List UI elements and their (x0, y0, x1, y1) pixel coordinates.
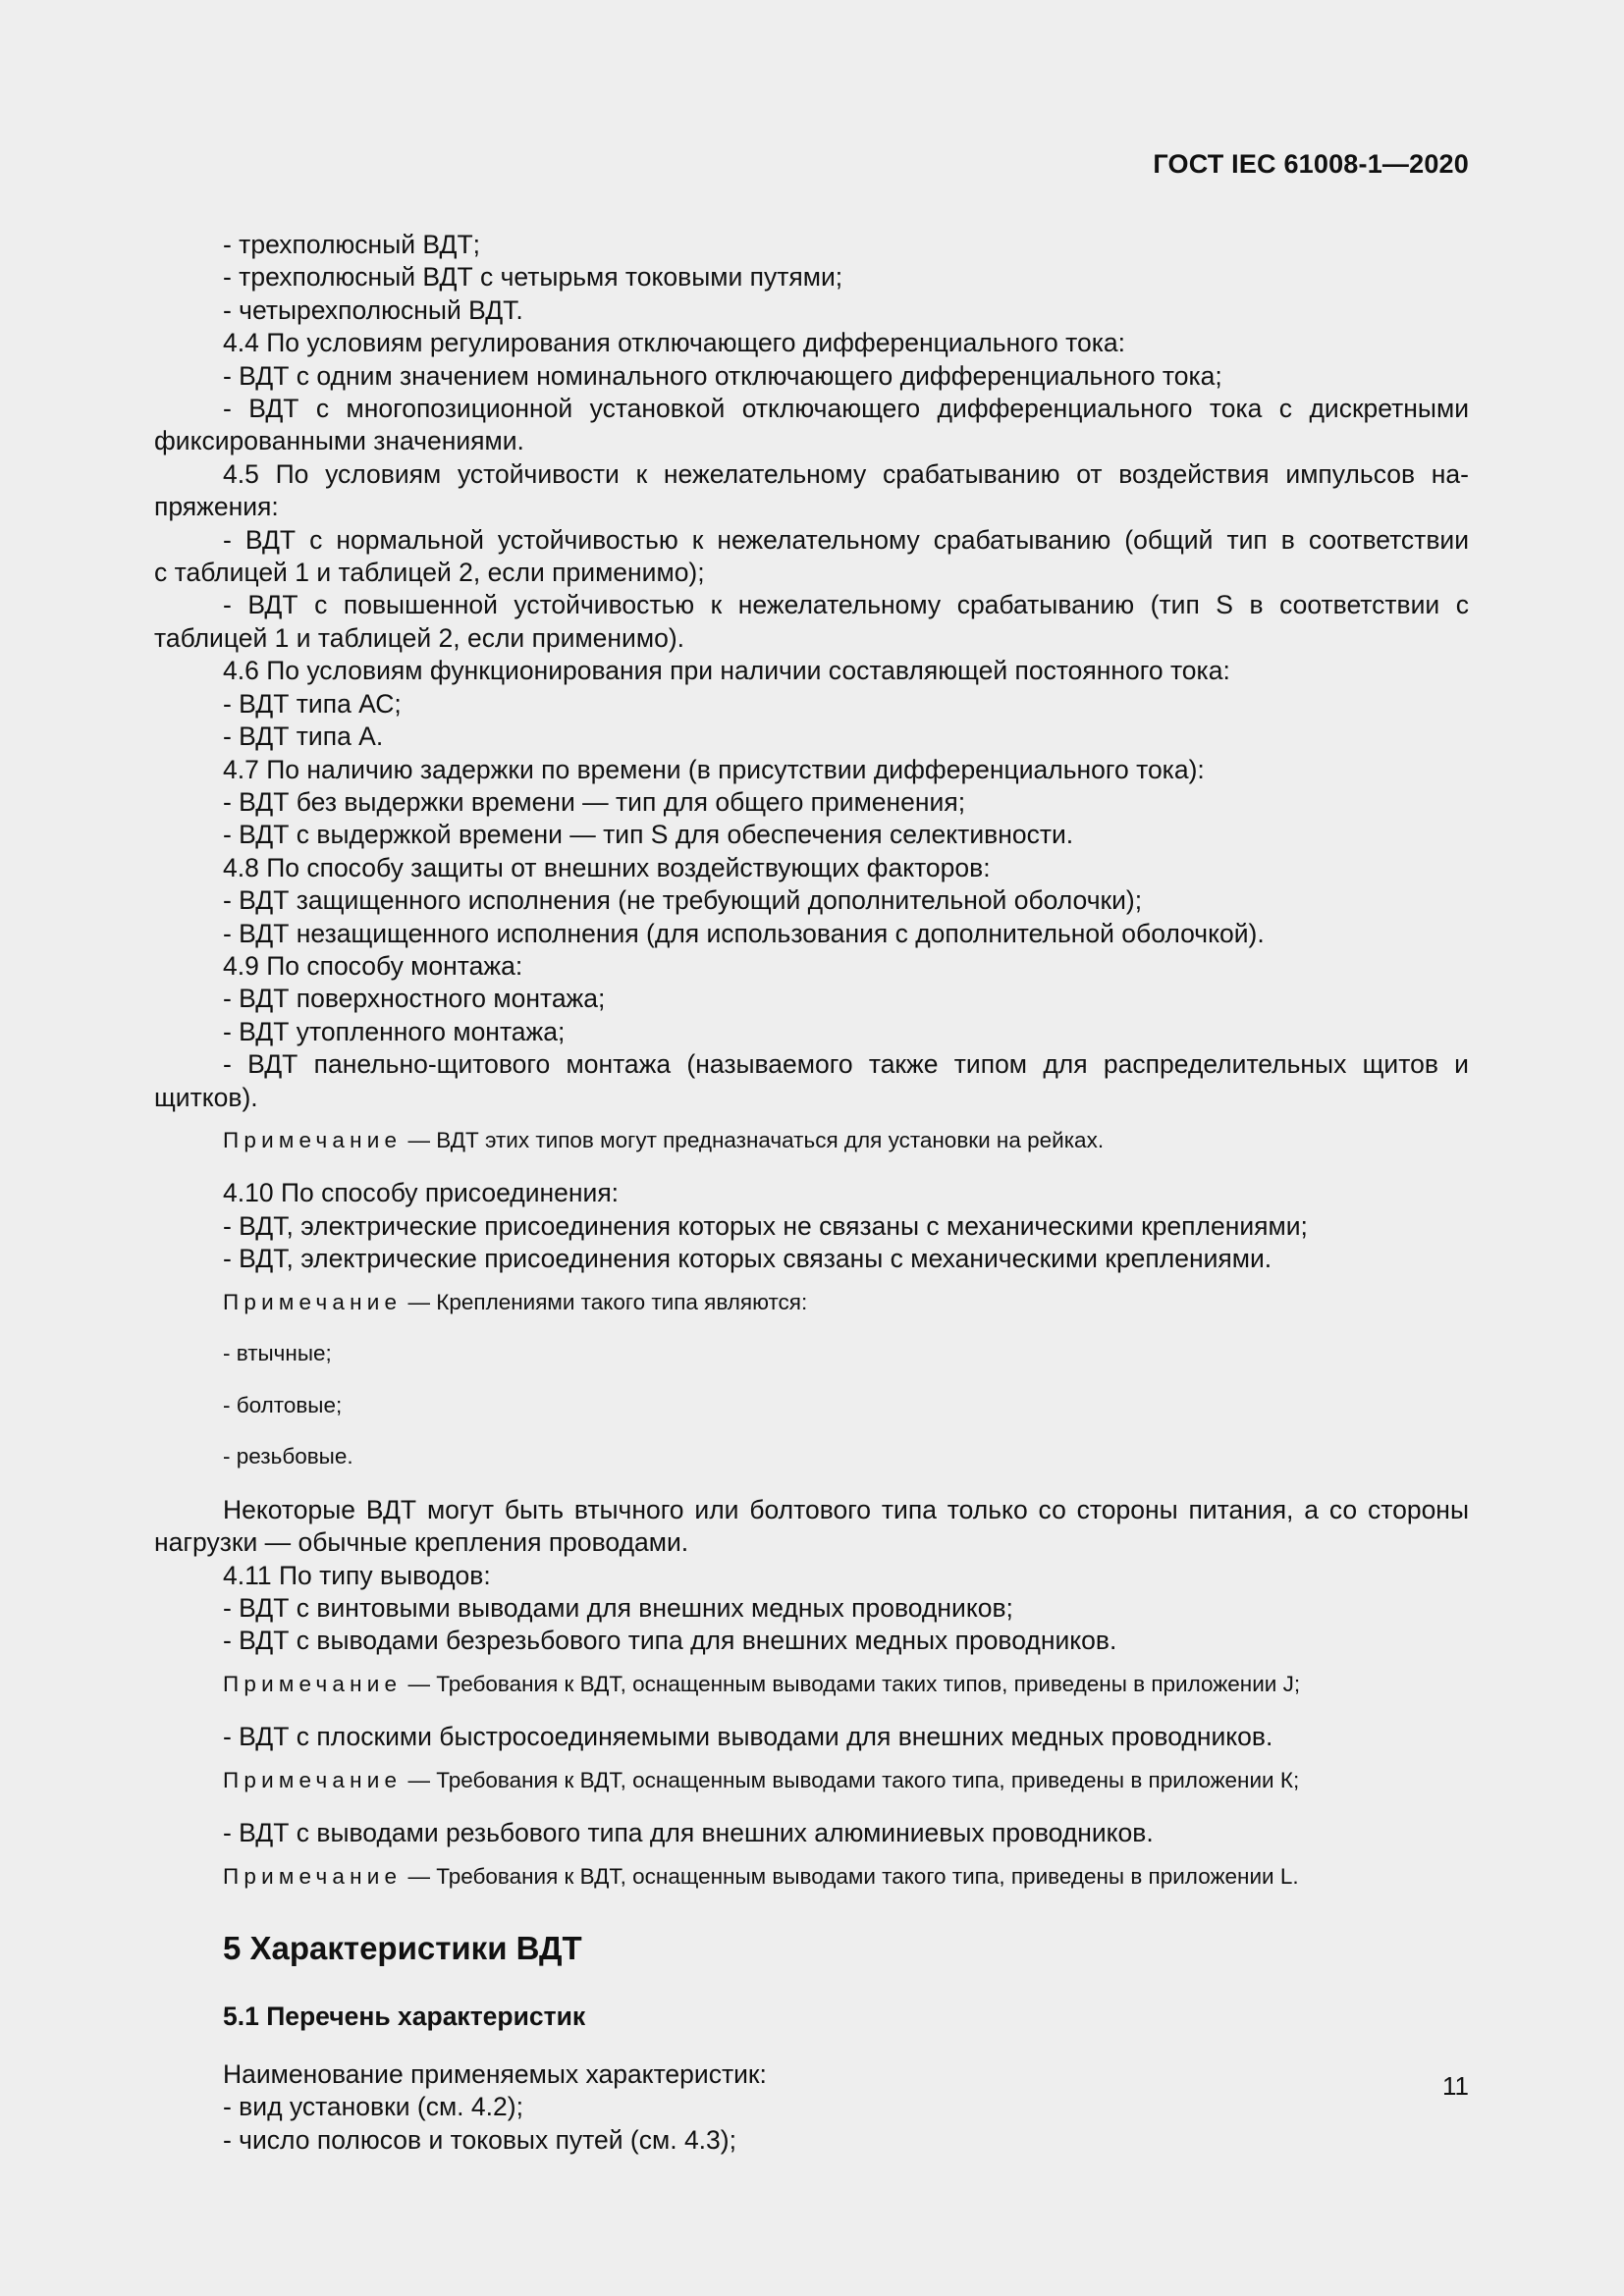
list-item: - трехполюсный ВДТ с четырьмя токовыми путями; (223, 262, 843, 293)
list-item: - ВДТ с повышенной устойчивостью к нежелательному срабатыванию (тип S в соответствии с (223, 590, 1469, 620)
note-text: Требования к ВДТ, оснащенным выводами таких типов, приведены в приложении J; (436, 1671, 1301, 1696)
note-text: Требования к ВДТ, оснащенным выводами такого типа, приведены в приложении К; (436, 1767, 1300, 1792)
note-label: Примечание (223, 1671, 403, 1696)
list-item: - трехполюсный ВДТ; (223, 230, 480, 259)
paragraph-continuation: нагрузки — обычные крепления проводами. (154, 1527, 689, 1558)
list-item: - ВДТ типа А. (223, 721, 384, 752)
note-label: Примечание (223, 1127, 403, 1152)
note-list-item: - резьбовые. (223, 1444, 353, 1469)
list-item: - ВДТ с одним значением номинального отключающего дифференциального тока; (223, 360, 1222, 391)
note-dash: — (402, 1671, 437, 1696)
list-item-continuation: фиксированными значениями. (154, 426, 524, 456)
note-label: Примечание (223, 1767, 403, 1792)
note-label: Примечание (223, 1863, 403, 1889)
list-item: - ВДТ с выдержкой времени — тип S для обеспечения селективности. (223, 820, 1074, 850)
list-item: - ВДТ утопленного монтажа; (223, 1016, 566, 1046)
section-title: 5 Характеристики ВДТ (223, 1929, 582, 1966)
document-header: ГОСТ IEC 61008-1—2020 (1153, 149, 1469, 179)
list-item-continuation: с таблицей 1 и таблицей 2, если применимо); (154, 558, 705, 588)
page-number: 11 (1442, 2071, 1469, 2101)
clause-4-8: 4.8 По способу защиты от внешних воздействующих факторов: (223, 852, 991, 882)
note-text: Креплениями такого типа являются: (436, 1289, 808, 1314)
clause-4-6: 4.6 По условиям функционирования при наличии составляющей постоянного тока: (223, 656, 1230, 686)
list-item: - ВДТ, электрические присоединения которых не связаны с механическими креплениями; (223, 1210, 1308, 1241)
note-dash: — (402, 1289, 437, 1314)
list-item: - ВДТ с винтовыми выводами для внешних медных проводников; (223, 1592, 1013, 1623)
note-text: Требования к ВДТ, оснащенным выводами такого типа, приведены в приложении L. (436, 1863, 1299, 1889)
list-item: - число полюсов и токовых путей (см. 4.3); (223, 2124, 736, 2155)
clause-4-5: 4.5 По условиям устойчивости к нежелательному срабатыванию от воздействия импульсов на- (223, 458, 1469, 489)
list-item: - ВДТ с выводами резьбового типа для внешних алюминиевых проводников. (223, 1818, 1154, 1848)
list-item: - ВДТ незащищенного исполнения (для использования с дополнительной оболочкой). (223, 918, 1265, 948)
note-dash: — (402, 1863, 437, 1889)
note (154, 1670, 1469, 1699)
note (154, 1288, 1469, 1317)
list-item: - ВДТ защищенного исполнения (не требующий дополнительной оболочки); (223, 885, 1143, 916)
clause-4-7: 4.7 По наличию задержки по времени (в присутствии дифференциального тока): (223, 754, 1205, 784)
list-item-continuation: таблицей 1 и таблицей 2, если применимо). (154, 622, 685, 653)
note-list-item: - втычные; (223, 1341, 332, 1366)
paragraph: Некоторые ВДТ могут быть втычного или болтового типа только со стороны питания, а со стороны (223, 1494, 1469, 1524)
note-dash: — (402, 1767, 437, 1792)
list-item: - ВДТ панельно-щитового монтажа (называемого также типом для распределительных щитов и (223, 1049, 1469, 1080)
note (154, 1126, 1469, 1155)
list-item: - четырехполюсный ВДТ. (223, 294, 523, 325)
note-list-item: - болтовые; (223, 1392, 343, 1417)
clause-4-4: 4.4 По условиям регулирования отключающего дифференциального тока: (223, 328, 1125, 358)
list-item-continuation: щитков). (154, 1082, 258, 1112)
list-item: - ВДТ без выдержки времени — тип для общего применения; (223, 786, 966, 817)
note (154, 1862, 1469, 1892)
list-item: - ВДТ типа АС; (223, 688, 402, 719)
clause-4-11: 4.11 По типу выводов: (223, 1560, 491, 1590)
list-item: - вид установки (см. 4.2); (223, 2092, 523, 2122)
note-dash: — (402, 1127, 437, 1152)
note (154, 1766, 1469, 1795)
note-label: Примечание (223, 1289, 403, 1314)
list-item: - ВДТ с плоскими быстросоединяемыми выводами для внешних медных проводников. (223, 1722, 1273, 1752)
list-item: - ВДТ с многопозиционной установкой отключающего дифференциального тока с дискретными (223, 394, 1469, 424)
list-item: - ВДТ с выводами безрезьбового типа для внешних медных проводников. (223, 1626, 1117, 1656)
subsection-title: 5.1 Перечень характеристик (223, 2001, 586, 2031)
list-item: - ВДТ с нормальной устойчивостью к нежелательному срабатыванию (общий тип в соответствии (223, 524, 1469, 555)
page-body (154, 229, 1469, 2157)
note-text: ВДТ этих типов могут предназначаться для установки на рейках. (436, 1127, 1105, 1152)
paragraph: Наименование применяемых характеристик: (223, 2059, 767, 2090)
clause-4-10: 4.10 По способу присоединения: (223, 1178, 620, 1208)
list-item: - ВДТ поверхностного монтажа; (223, 984, 606, 1014)
clause-4-9: 4.9 По способу монтажа: (223, 950, 523, 981)
list-item: - ВДТ, электрические присоединения которых связаны с механическими креплениями. (223, 1244, 1272, 1274)
clause-continuation: пряжения: (154, 492, 279, 522)
